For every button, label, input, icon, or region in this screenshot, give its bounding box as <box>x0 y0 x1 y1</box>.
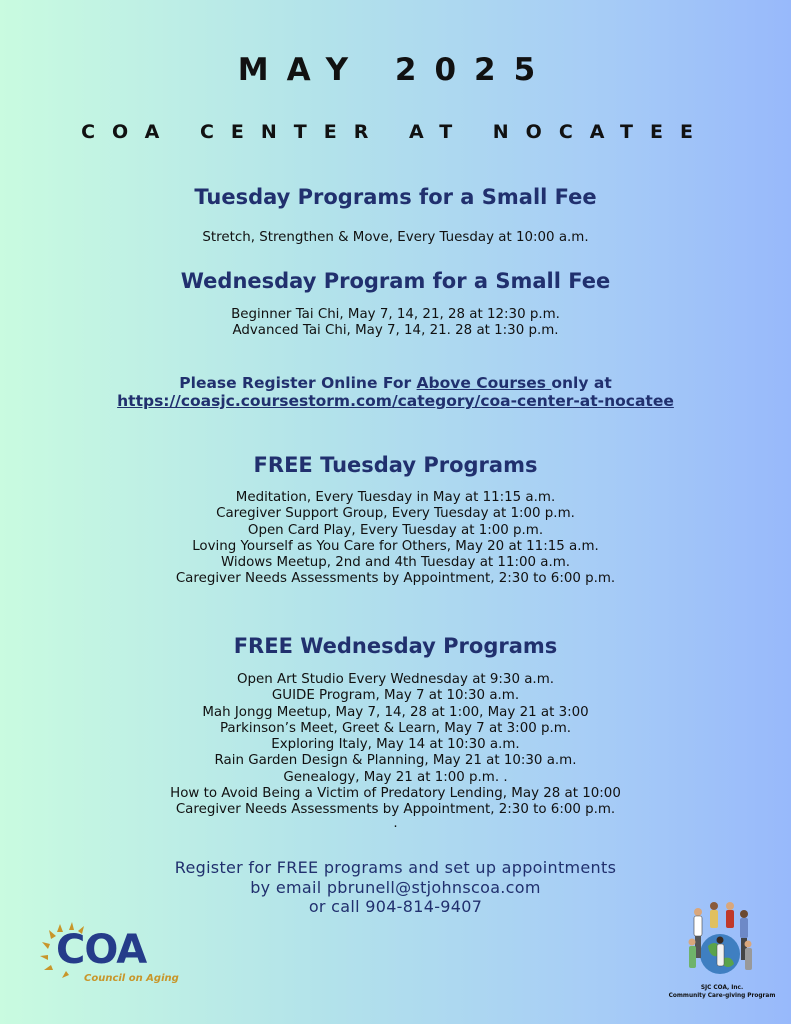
list-item: Beginner Tai Chi, May 7, 14, 21, 28 at 12:30 p.m. <box>231 307 560 322</box>
list-item: Advanced Tai Chi, May 7, 14, 21. 28 at 1:30 p.m. <box>232 323 559 339</box>
contact-line: or call 904-814-9407 <box>308 897 483 916</box>
list-item: Meditation, Every Tuesday in May at 11:15 a.m. <box>235 490 556 505</box>
list-item: Widows Meetup, 2nd and 4th Tuesday at 11:00 a.m. <box>220 555 571 571</box>
wednesday-fee-list <box>0 307 791 340</box>
register-prefix: Please Register Online For <box>179 374 417 392</box>
free-wednesday-heading: FREE Wednesday Programs <box>233 634 558 658</box>
register-online-notice <box>0 374 791 410</box>
list-item: Caregiver Support Group, Every Tuesday at 1:00 p.m. <box>216 506 575 522</box>
tuesday-fee-heading: Tuesday Programs for a Small Fee <box>194 185 597 209</box>
list-item: Rain Garden Design & Planning, May 21 at 10:30 a.m. <box>214 753 577 769</box>
list-item: Open Art Studio Every Wednesday at 9:30 a.m. <box>237 672 554 687</box>
wednesday-fee-heading: Wednesday Program for a Small Fee <box>180 269 611 293</box>
coa-logo: COA <box>56 927 147 973</box>
list-item: Stretch, Strengthen & Move, Every Tuesday at 10:00 a.m. <box>202 230 589 245</box>
list-item: Loving Yourself as You Care for Others, May 20 at 11:15 a.m. <box>192 538 599 554</box>
list-item: How to Avoid Being a Victim of Predatory Lending, May 28 at 10:00 <box>170 786 621 802</box>
list-item: Mah Jongg Meetup, May 7, 14, 28 at 1:00, May 21 at 3:00 <box>202 704 589 720</box>
list-item: Caregiver Needs Assessments by Appointment, 2:30 to 6:00 p.m. <box>175 571 616 587</box>
page-title: MAY 2025 <box>237 52 554 88</box>
list-item: Genealogy, May 21 at 1:00 p.m. . <box>283 769 508 785</box>
list-item: Exploring Italy, May 14 at 10:30 a.m. <box>271 737 520 753</box>
list-item: . <box>393 815 398 831</box>
page-subtitle: COA CENTER AT NOCATEE <box>81 121 710 143</box>
list-item: GUIDE Program, May 7 at 10:30 a.m. <box>271 688 520 704</box>
contact-info <box>0 858 791 917</box>
list-item: Parkinson’s Meet, Greet & Learn, May 7 at 3:00 p.m. <box>219 720 572 736</box>
org-credit: SJC COA, Inc. Community Care-giving Program <box>668 985 776 999</box>
list-item: Open Card Play, Every Tuesday at 1:00 p.m. <box>247 522 544 538</box>
free-tuesday-heading: FREE Tuesday Programs <box>253 453 538 477</box>
register-suffix: only at <box>551 374 612 392</box>
coa-logo-subtext: Council on Aging <box>84 973 179 984</box>
free-wednesday-list <box>0 672 791 829</box>
contact-line: Register for FREE programs and set up appointments <box>174 858 617 877</box>
people-around-globe-icon <box>684 898 756 984</box>
tuesday-fee-list <box>0 230 791 246</box>
above-courses-link[interactable]: Above Courses <box>416 374 552 392</box>
contact-line: by email pbrunell@stjohnscoa.com <box>250 877 541 897</box>
free-tuesday-list <box>0 490 791 588</box>
list-item: Caregiver Needs Assessments by Appointment, 2:30 to 6:00 p.m. <box>175 802 616 818</box>
coursestorm-link[interactable]: https://coasjc.coursestorm.com/category/coa-center-at-nocatee <box>117 392 674 410</box>
